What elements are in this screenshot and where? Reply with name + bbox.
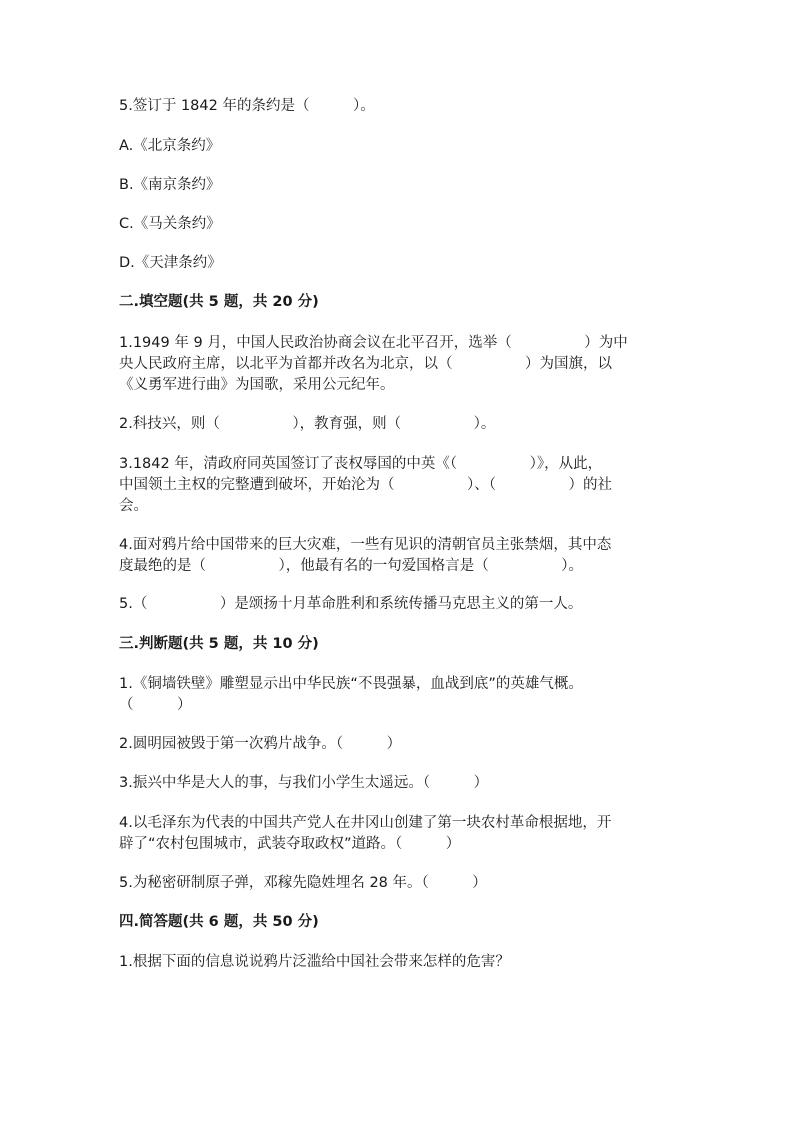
question-line: 辟了“农村包围城市，武装夺取政权”道路。（ ） <box>119 836 461 852</box>
section-heading-short-answer: 四.简答题(共 6 题，共 50 分) <box>119 914 319 930</box>
question-line: 会。 <box>119 498 148 514</box>
question-line: 3.振兴中华是大人的事，与我们小学生太遥远。（ ） <box>119 775 489 791</box>
short-answer-question-1 <box>119 952 667 973</box>
question-line: （ ） <box>119 697 192 713</box>
section-heading-fill-blank: 二.填空题(共 5 题，共 20 分) <box>119 294 319 310</box>
choice-option-c <box>119 214 667 235</box>
section-heading-true-false: 三.判断题(共 5 题，共 10 分) <box>119 636 319 652</box>
question-line: 5.为秘密研制原子弹，邓稼先隐姓埋名 28 年。（ ） <box>119 875 487 891</box>
question-line: 2.科技兴，则（ ），教育强，则（ ）。 <box>119 416 496 432</box>
question-line: 《义勇军进行曲》为国歌，采用公元纪年。 <box>119 377 395 393</box>
question-line: 1.《铜墙铁壁》雕塑显示出中华民族“不畏强暴，血战到底”的英雄气概。 <box>119 676 583 692</box>
choice-option-b <box>119 175 667 196</box>
question-line: 2.圆明园被毁于第一次鸦片战争。（ ） <box>119 736 402 752</box>
question-line: 1.1949 年 9 月，中国人民政治协商会议在北平召开，选举（ ）为中 <box>119 335 628 351</box>
judge-question-2 <box>119 734 667 755</box>
fill-question-2 <box>119 414 667 435</box>
option-text: D.《天津条约》 <box>119 255 222 271</box>
choice-question-5-stem <box>119 96 667 117</box>
judge-question-4 <box>119 813 667 855</box>
question-line: 5.（ ）是颂扬十月革命胜利和系统传播马克思主义的第一人。 <box>119 596 583 612</box>
judge-question-5 <box>119 873 667 894</box>
question-line: 4.面对鸦片给中国带来的巨大灾难，一些有见识的清朝官员主张禁烟，其中态 <box>119 537 612 553</box>
option-text: C.《马关条约》 <box>119 216 221 232</box>
question-line: 度最绝的是（ ），他最有名的一句爱国格言是（ ）。 <box>119 558 583 574</box>
option-text: B.《南京条约》 <box>119 177 221 193</box>
fill-question-5 <box>119 594 667 615</box>
judge-question-1 <box>119 674 667 716</box>
judge-question-3 <box>119 773 667 794</box>
question-line: 中国领土主权的完整遭到破坏，开始沦为（ ）、（ ）的社 <box>119 477 612 493</box>
fill-question-4 <box>119 535 667 577</box>
question-line: 3.1842 年，清政府同英国签订了丧权辱国的中英《（ ）》，从此， <box>119 456 603 472</box>
question-line: 4.以毛泽东为代表的中国共产党人在井冈山创建了第一块农村革命根据地，开 <box>119 815 612 831</box>
fill-question-3 <box>119 454 667 517</box>
question-line: 1.根据下面的信息说说鸦片泛滥给中国社会带来怎样的危害？ <box>119 954 510 970</box>
choice-option-d <box>119 253 667 274</box>
choice-option-a <box>119 136 667 157</box>
fill-question-1 <box>119 333 667 396</box>
question-line: 央人民政府主席，以北平为首都并改名为北京，以（ ）为国旗，以 <box>119 356 612 372</box>
question-stem: 5.签订于 1842 年的条约是（ ）。 <box>119 98 375 114</box>
option-text: A.《北京条约》 <box>119 138 221 154</box>
